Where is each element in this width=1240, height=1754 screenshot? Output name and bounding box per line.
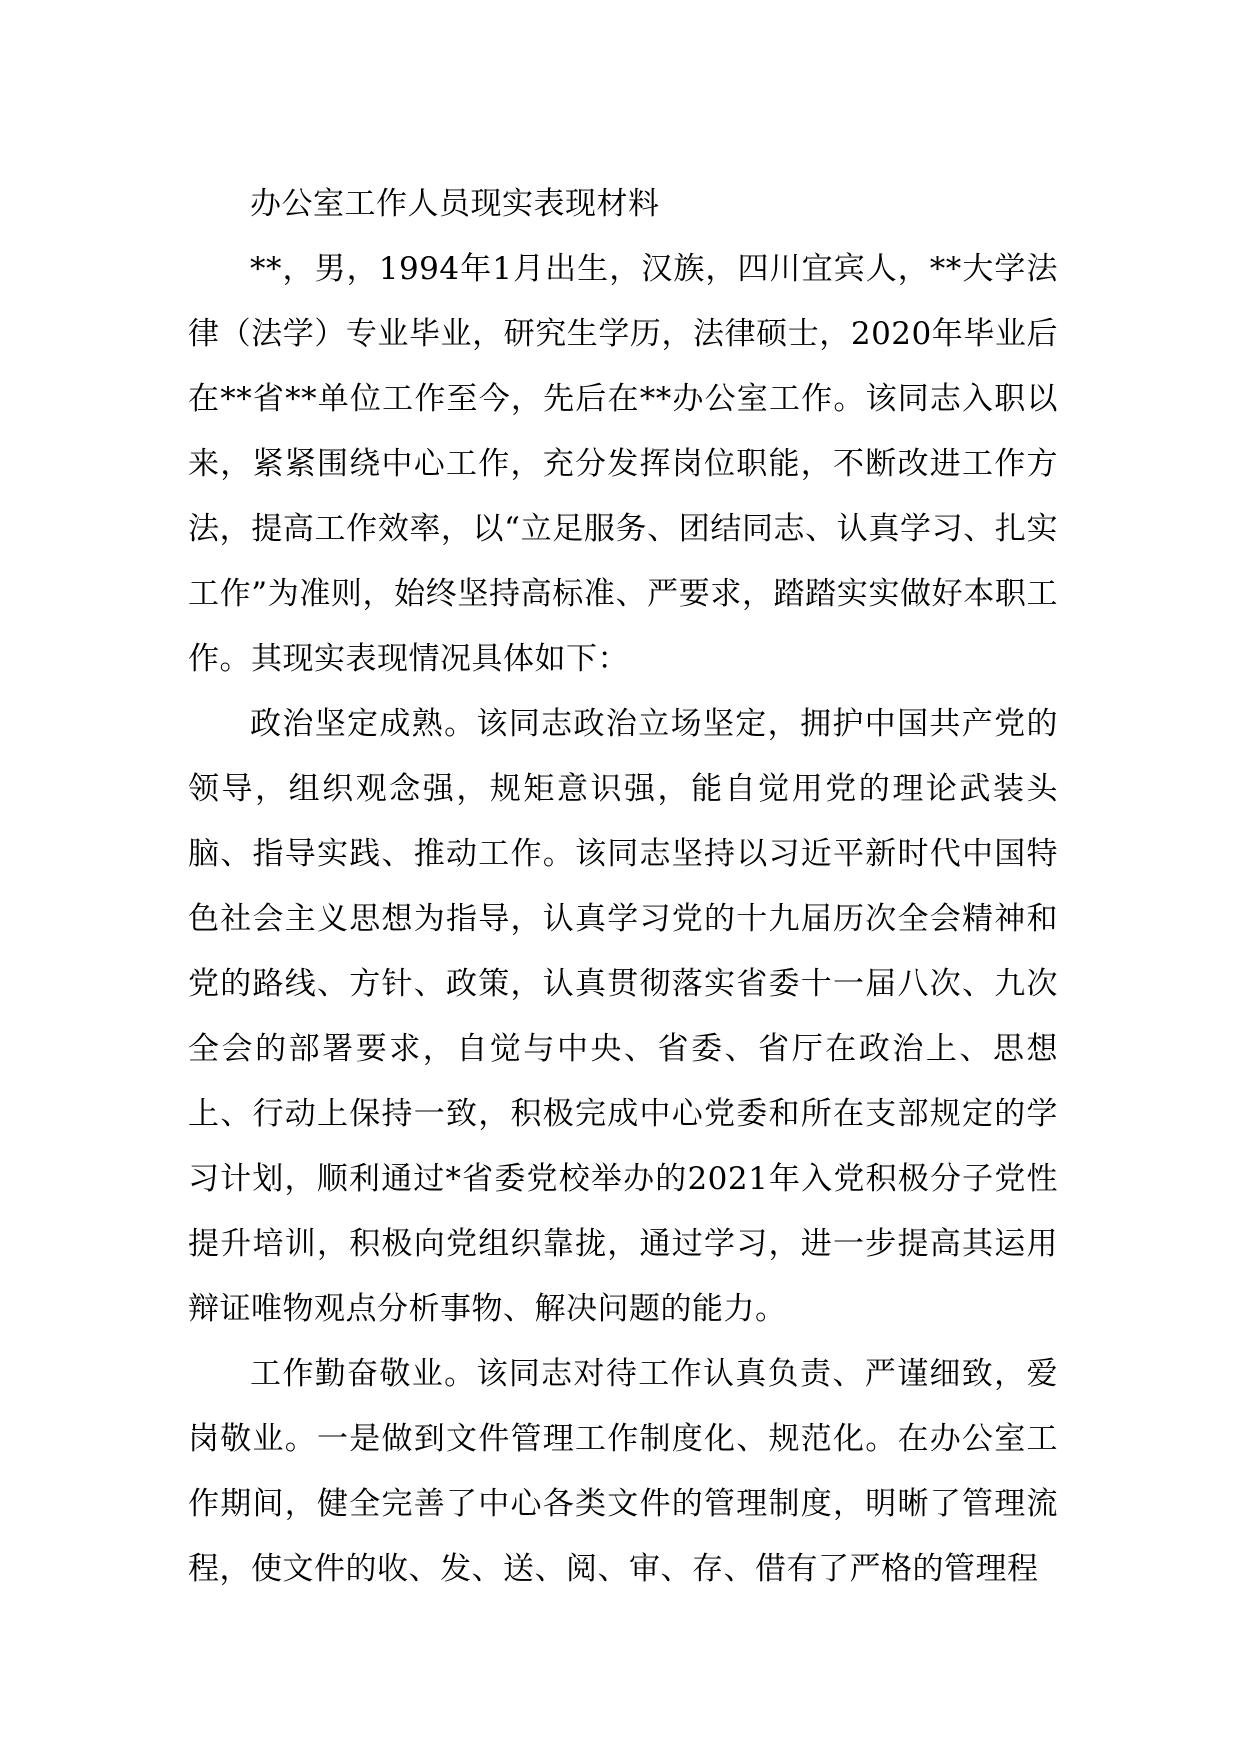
document-title: 办公室工作人员现实表现材料	[250, 186, 660, 222]
document-body	[188, 172, 1058, 1602]
paragraph-intro: **，男，1994年1月出生，汉族，四川宜宾人，**大学法律（法学）专业毕业，研究生学历，法律硕士，2020年毕业后在**省**单位工作至今，先后在**办公室工作。该同志入职以来，紧紧围绕中心工作，充分发挥岗位职能，不断改进工作方法，提高工作效率，以“立足服务、团结同志、认真学习、扎实工作”为准则，始终坚持高标准、严要求，踏踏实实做好本职工作。其现实表现情况具体如下：	[188, 251, 1058, 677]
paragraph-political: 政治坚定成熟。该同志政治立场坚定，拥护中国共产党的领导，组织观念强，规矩意识强，能自觉用党的理论武装头脑、指导实践、推动工作。该同志坚持以习近平新时代中国特色社会主义思想为指导，认真学习党的十九届历次全会精神和党的路线、方针、政策，认真贯彻落实省委十一届八次、九次全会的部署要求，自觉与中央、省委、省厅在政治上、思想上、行动上保持一致，积极完成中心党委和所在支部规定的学习计划，顺利通过*省委党校举办的2021年入党积极分子党性提升培训，积极向党组织靠拢，通过学习，进一步提高其运用辩证唯物观点分析事物、解决问题的能力。	[188, 706, 1058, 1327]
paragraph-work: 工作勤奋敬业。该同志对待工作认真负责、严谨细致，爱岗敬业。一是做到文件管理工作制度化、规范化。在办公室工作期间，健全完善了中心各类文件的管理制度，明晰了管理流程，使文件的收、发、送、阅、审、存、借有了严格的管理程	[188, 1356, 1058, 1587]
